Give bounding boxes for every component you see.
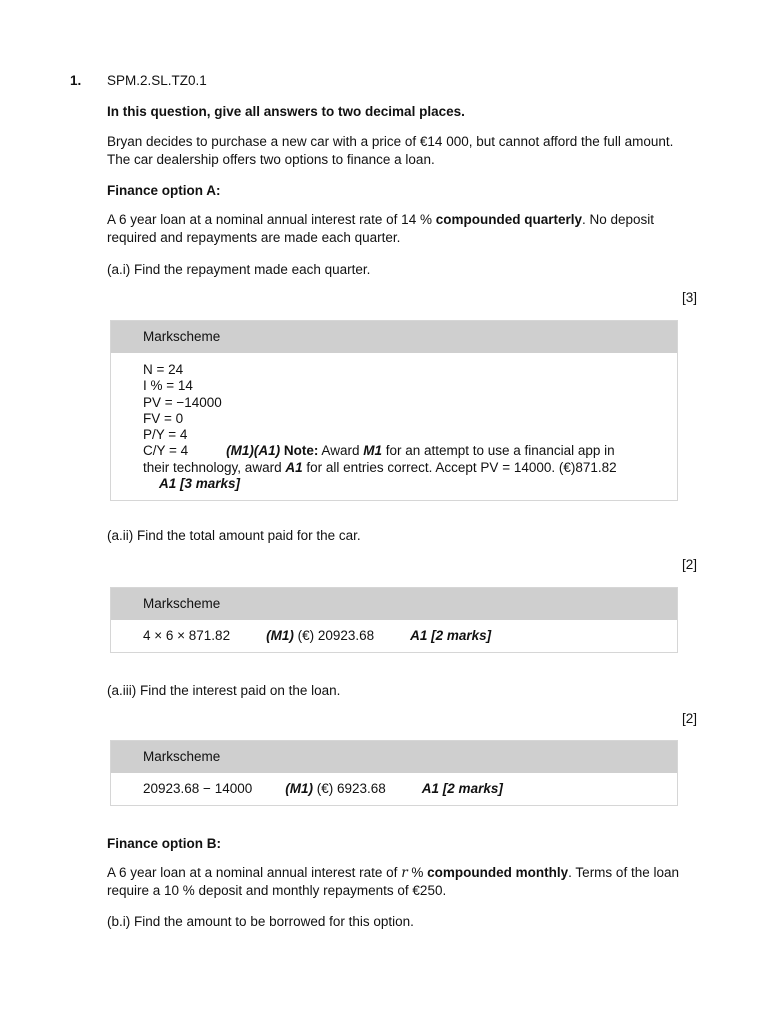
option-a-desc-tail: . No deposit xyxy=(581,212,655,227)
markscheme-body xyxy=(111,620,677,652)
ms-note-line2-pre: their technology, award xyxy=(143,459,286,475)
ms-final-marks: A1 [2 marks] xyxy=(410,628,492,643)
ms-note-label: Note: xyxy=(283,443,319,459)
part-aiii-question: (a.iii) Find the interest paid on the loan. xyxy=(107,683,341,698)
ms-note-line2 xyxy=(143,460,645,476)
option-b-desc-pct: % xyxy=(407,865,428,880)
ms-m1: (M1) xyxy=(285,781,313,796)
ms-line-cy xyxy=(143,443,645,459)
ms-expr: 4 × 6 × 871.82 xyxy=(143,628,231,643)
question-code: SPM.2.SL.TZ0.1 xyxy=(107,73,207,88)
intro-paragraph xyxy=(107,133,707,169)
option-b-variable: r xyxy=(401,865,408,881)
intro-line-1: Bryan decides to purchase a new car with a price of €14 000, but cannot afford the full amount. xyxy=(107,134,674,149)
option-a-desc-line2: required and repayments are made each quarter. xyxy=(107,230,401,245)
part-bi-question: (b.i) Find the amount to be borrowed for this option. xyxy=(107,914,414,929)
markscheme-box-aiii xyxy=(110,740,678,806)
ms-note-pre: Award xyxy=(318,443,364,459)
option-a-description xyxy=(107,211,707,247)
option-a-desc-text: A 6 year loan at a nominal annual interest rate of 14 % xyxy=(107,212,436,227)
markscheme-body xyxy=(111,773,677,805)
markscheme-header: Markscheme xyxy=(111,741,677,773)
part-aiii-marks: [2] xyxy=(681,711,697,726)
ms-m1a1: (M1)(A1) xyxy=(226,443,281,459)
option-a-heading: Finance option A: xyxy=(107,183,221,198)
ms-cy: C/Y = 4 xyxy=(143,443,189,459)
option-b-description xyxy=(107,864,707,900)
ms-answer: (€) 20923.68 xyxy=(293,628,375,643)
ms-line-py: P/Y = 4 xyxy=(143,427,188,443)
option-b-desc-bold: compounded monthly xyxy=(427,865,569,880)
ms-m1: (M1) xyxy=(266,628,294,643)
ms-final-marks: A1 [2 marks] xyxy=(421,781,503,796)
part-ai-question: (a.i) Find the repayment made each quarter. xyxy=(107,262,371,277)
markscheme-header: Markscheme xyxy=(111,588,677,620)
markscheme-header: Markscheme xyxy=(111,321,677,353)
ms-note-mid: for an attempt to use a financial app in xyxy=(381,443,615,459)
part-ai-marks: [3] xyxy=(681,290,697,305)
ms-line-i: I % = 14 xyxy=(143,378,193,394)
ms-line-n: N = 24 xyxy=(143,362,184,377)
markscheme-box-aii xyxy=(110,587,678,653)
ms-answer: (€) 6923.68 xyxy=(312,781,386,796)
markscheme-body xyxy=(111,353,677,500)
part-aii-marks: [2] xyxy=(681,557,697,572)
option-b-desc-line2: require a 10 % deposit and monthly repayments of €250. xyxy=(107,883,447,898)
ms-final-marks: A1 [3 marks] xyxy=(159,476,241,492)
ms-note-line2-post: for all entries correct. Accept PV = 14000. (€)871.82 xyxy=(302,459,617,475)
ms-expr: 20923.68 − 14000 xyxy=(143,781,253,796)
option-b-desc-text: A 6 year loan at a nominal annual interest rate of xyxy=(107,865,402,880)
part-aii-question: (a.ii) Find the total amount paid for the car. xyxy=(107,528,361,543)
option-b-desc-tail: . Terms of the loan xyxy=(568,865,679,880)
option-a-desc-bold: compounded quarterly xyxy=(435,212,582,227)
option-b-heading: Finance option B: xyxy=(107,836,221,851)
instruction-text: In this question, give all answers to two decimal places. xyxy=(107,104,465,119)
ms-line-pv: PV = −14000 xyxy=(143,394,222,410)
intro-line-2: The car dealership offers two options to finance a loan. xyxy=(107,152,435,167)
question-number: 1. xyxy=(70,73,82,88)
ms-note-m1: M1 xyxy=(363,443,382,459)
ms-line-fv: FV = 0 xyxy=(143,410,184,426)
markscheme-box-ai xyxy=(110,320,678,501)
ms-note-a1: A1 xyxy=(285,459,303,475)
